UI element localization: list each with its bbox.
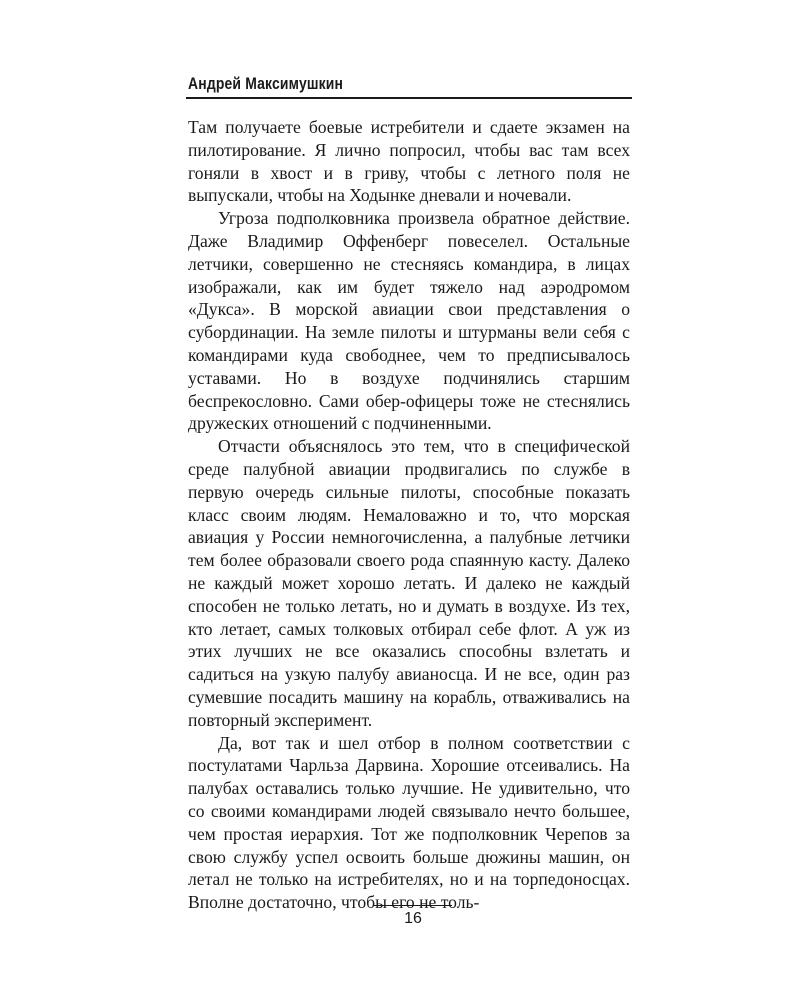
folio-rule [374,905,452,906]
paragraph-1: Там получаете боевые истребители и сдаете экзамен на пилотирование. Я лично попросил, чтобы вас там всех гоняли в хвост и в гриву, чтобы с летного поля не выпускали, чтобы на Ходынке дневали и ночевали. [188,117,630,206]
running-head: Андрей Максимушкин [188,74,344,93]
header-rule [186,97,632,99]
paragraph-3: Отчасти объяснялось это тем, что в специфической среде палубной авиации продвигались по службе в первую очередь сильные пилоты, способные показать класс своим людям. Немаловажно и то, что морская авиация у России немногочисленна, а палубные летчики тем более образовали своего рода спаянную касту. Далеко не каждый может хорошо летать. И далеко не каждый способен не только летать, но и думать в воздухе. Из тех, кто летает, самых толковых отбирал себе флот. А уж из этих лучших не все оказались способны взлетать и садиться на узкую палубу авианосца. И не все, один раз сумевшие посадить машину на корабль, отваживались на повторный эксперимент. [188,436,630,730]
paragraph-2: Угроза подполковника произвела обратное действие. Даже Владимир Оффенберг повеселел. Остальные летчики, совершенно не стесняясь командира, в лицах изображали, как им будет тяжело над аэродромом «Дукса». В морской авиации свои представления о субординации. На земле пилоты и штурманы вели себя с командирами куда свободнее, чем то предписывалось уставами. Но в воздухе подчинялись старшим беспрекословно. Сами обер-офицеры тоже не стеснялись дружеских отношений с подчиненными. [188,208,630,434]
page-number: 16 [404,910,422,927]
body-text [188,116,630,914]
paragraph-4: Да, вот так и шел отбор в полном соответствии с постулатами Чарльза Дарвина. Хорошие отсеивались. На палубах оставались только лучшие. Не удивительно, что со своими командирами людей связывало нечто большее, чем простая иерархия. Тот же подполковник Черепов за свою службу успел освоить больше дюжины машин, он летал не только на истребителях, но и на торпедоносцах. Вполне достаточно, чтобы его не толь- [188,732,630,913]
